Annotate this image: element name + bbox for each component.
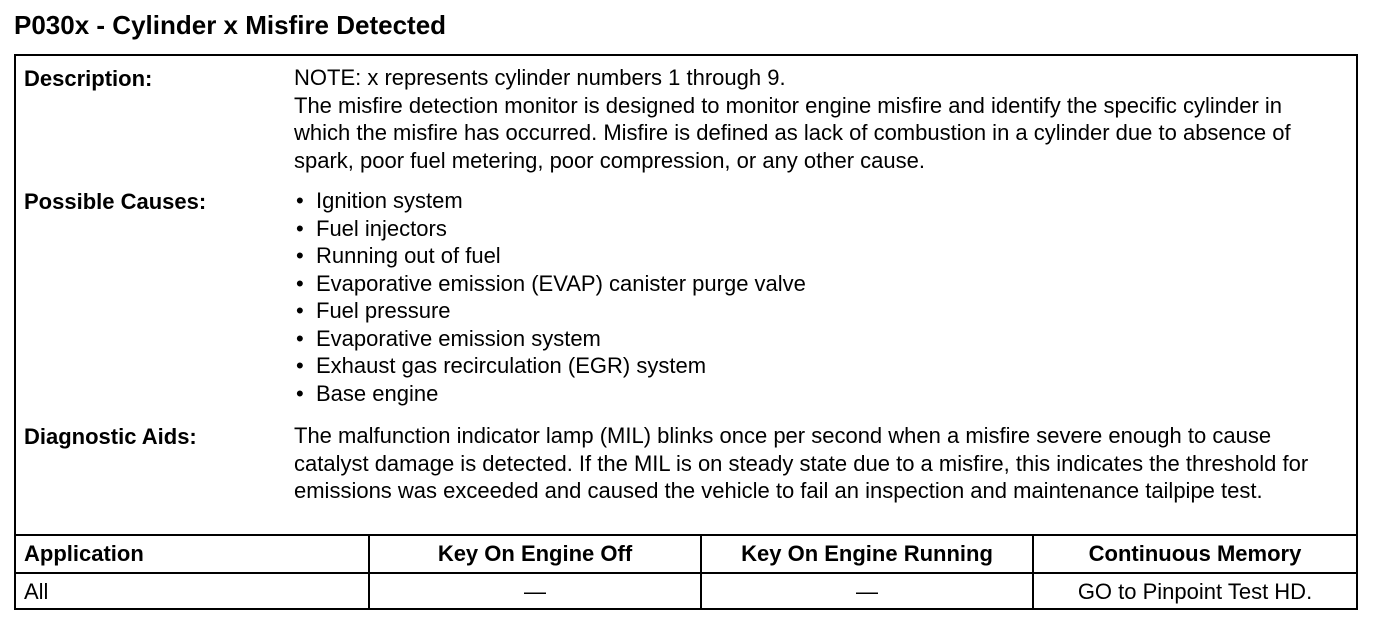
- list-item: • Evaporative emission system: [294, 325, 1348, 353]
- table-cell-koer: —: [856, 579, 878, 604]
- possible-causes-content: [294, 187, 1348, 407]
- description-content: [294, 64, 1344, 174]
- page-title: P030x - Cylinder x Misfire Detected: [14, 10, 447, 40]
- description-label: Description:: [24, 66, 153, 91]
- possible-causes-label: Possible Causes:: [24, 189, 207, 214]
- table-header-continuous-memory: Continuous Memory: [1088, 541, 1302, 566]
- possible-causes-list: [294, 187, 1348, 407]
- list-item: • Exhaust gas recirculation (EGR) system: [294, 352, 1348, 380]
- list-item: • Evaporative emission (EVAP) canister purge valve: [294, 270, 1348, 298]
- table-header-koeo: Key On Engine Off: [437, 541, 633, 566]
- diagnostic-aids-label: Diagnostic Aids:: [24, 424, 197, 449]
- description-text: The misfire detection monitor is designed to monitor engine misfire and identify the specific cylinder in which the misfire has occurred. Misfire is defined as lack of combustion in a cylinder due to absence of spark, poor fuel metering, poor compression, or any other cause.: [294, 92, 1291, 173]
- list-item: • Fuel pressure: [294, 297, 1348, 325]
- table-header-koer: Key On Engine Running: [741, 541, 993, 566]
- diagnostic-aids-content: [294, 422, 1344, 505]
- list-item: • Base engine: [294, 380, 1348, 408]
- list-item: • Running out of fuel: [294, 242, 1348, 270]
- description-note: NOTE: x represents cylinder numbers 1 through 9.: [294, 65, 786, 90]
- list-item: • Fuel injectors: [294, 215, 1348, 243]
- diagnostic-aids-text: The malfunction indicator lamp (MIL) blinks once per second when a misfire severe enough to cause catalyst damage is detected. If the MIL is on steady state due to a misfire, this indicates the threshold for emissions was exceeded and caused the vehicle to fail an inspection and maintenance tailpipe test.: [294, 423, 1309, 503]
- table-cell-koeo: —: [524, 579, 546, 604]
- dtc-info-box: [14, 54, 1358, 610]
- list-item: • Ignition system: [294, 187, 1348, 215]
- table-cell-application: All: [24, 579, 49, 604]
- table-cell-continuous-memory: GO to Pinpoint Test HD.: [1077, 579, 1313, 604]
- table-header-application: Application: [24, 541, 144, 566]
